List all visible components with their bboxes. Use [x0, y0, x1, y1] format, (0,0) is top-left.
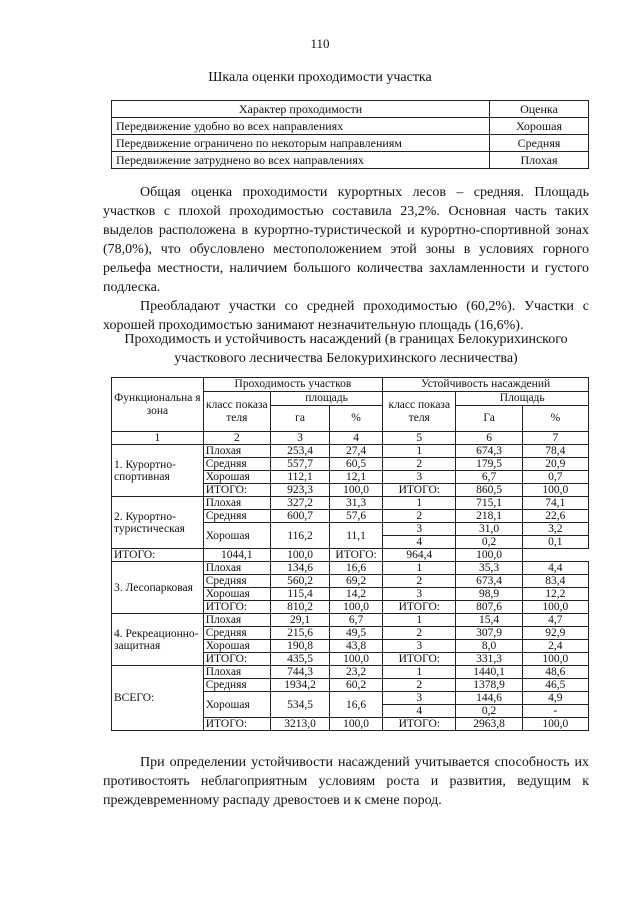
- table-cell: 4: [383, 705, 456, 718]
- table-cell: 2: [383, 510, 456, 523]
- table-row: [112, 135, 589, 152]
- table-cell: 22,6: [522, 510, 588, 523]
- table-header-cell: Площадь: [456, 392, 589, 406]
- table-cell: Хорошая: [203, 523, 270, 549]
- table-row: [112, 378, 589, 392]
- table-cell: ИТОГО:: [330, 549, 383, 562]
- scale-table: [111, 100, 589, 169]
- table-cell: 674,3: [456, 445, 522, 458]
- table-cell: 3: [383, 588, 456, 601]
- table-cell: 2: [383, 679, 456, 692]
- table-cell: 923,3: [270, 484, 329, 497]
- table-cell: 112,1: [270, 471, 329, 484]
- table-cell: ИТОГО:: [112, 549, 204, 562]
- table-cell: 307,9: [456, 627, 522, 640]
- table-cell: 2: [383, 458, 456, 471]
- table-cell: 15,4: [456, 614, 522, 627]
- passability-stability-table: [111, 377, 589, 731]
- zone-cell: 2. Курортно-туристическая: [112, 497, 204, 549]
- table-cell: Средняя: [203, 627, 270, 640]
- table-cell: 1934,2: [270, 679, 329, 692]
- table-cell: 20,9: [522, 458, 588, 471]
- table-cell: 1440,1: [456, 666, 522, 679]
- table-cell: Средняя: [203, 510, 270, 523]
- table-cell: 4,4: [522, 562, 588, 575]
- column-number: 2: [203, 432, 270, 445]
- table-cell: 0,7: [522, 471, 588, 484]
- table-cell: 3,2: [522, 523, 588, 536]
- table-cell: 100,0: [522, 718, 588, 731]
- table-cell: Плохая: [490, 152, 589, 169]
- table-cell: Хорошая: [203, 588, 270, 601]
- table-cell: ИТОГО:: [203, 653, 270, 666]
- table-cell: 600,7: [270, 510, 329, 523]
- zone-cell: 1. Курортно-спортивная: [112, 445, 204, 497]
- table-cell: 100,0: [330, 653, 383, 666]
- table-cell: 60,2: [330, 679, 383, 692]
- table-cell: 2: [383, 575, 456, 588]
- table-cell: 12,1: [330, 471, 383, 484]
- table-cell: 3: [383, 640, 456, 653]
- table-header-cell: Проходимость участков: [203, 378, 382, 392]
- table-cell: 0,2: [456, 705, 522, 718]
- table-cell: 0,2: [456, 536, 522, 549]
- table-cell: ИТОГО:: [383, 484, 456, 497]
- scale-table-title: Шкала оценки проходимости участка: [208, 70, 432, 85]
- table-cell: 48,6: [522, 666, 588, 679]
- table-cell: 6,7: [456, 471, 522, 484]
- table-header-cell: класс показа теля: [383, 392, 456, 432]
- table-cell: ИТОГО:: [203, 718, 270, 731]
- table-cell: 43,8: [330, 640, 383, 653]
- table-cell: 1: [383, 666, 456, 679]
- table-cell: Средняя: [203, 575, 270, 588]
- zone-cell: 3. Лесопарковая: [112, 562, 204, 614]
- table-header-cell: Га: [456, 406, 522, 432]
- column-number: 6: [456, 432, 522, 445]
- column-number: 3: [270, 432, 329, 445]
- table-cell: 92,9: [522, 627, 588, 640]
- column-number: 5: [383, 432, 456, 445]
- table-row: [112, 432, 589, 445]
- table-header-cell: %: [330, 406, 383, 432]
- table-cell: 2,4: [522, 640, 588, 653]
- table-cell: ИТОГО:: [383, 653, 456, 666]
- closing-text: [103, 753, 589, 810]
- table-cell: Передвижение удобно во всех направлениях: [112, 118, 490, 135]
- table-header-cell: Характер проходимости: [112, 101, 490, 118]
- table-header-cell: площадь: [270, 392, 382, 406]
- table-row: [112, 549, 589, 562]
- table-cell: 557,7: [270, 458, 329, 471]
- table-header-cell: %: [522, 406, 588, 432]
- table-row: [112, 118, 589, 135]
- table-cell: Плохая: [203, 666, 270, 679]
- table-cell: 35,3: [456, 562, 522, 575]
- table-cell: Средняя: [490, 135, 589, 152]
- table-cell: 100,0: [330, 601, 383, 614]
- table-cell: Плохая: [203, 497, 270, 510]
- table-cell: 2: [383, 627, 456, 640]
- table-cell: ИТОГО:: [203, 601, 270, 614]
- table-cell: 100,0: [522, 484, 588, 497]
- table-cell: 57,6: [330, 510, 383, 523]
- table-cell: Хорошая: [203, 471, 270, 484]
- table-row: [112, 152, 589, 169]
- table-cell: 534,5: [270, 692, 329, 718]
- table-header-cell: га: [270, 406, 329, 432]
- table-cell: 807,6: [456, 601, 522, 614]
- table-cell: 144,6: [456, 692, 522, 705]
- table-cell: Передвижение ограничено по некоторым направлениям: [112, 135, 490, 152]
- table-cell: -: [522, 705, 588, 718]
- table-cell: 11,1: [330, 523, 383, 549]
- table-cell: 83,4: [522, 575, 588, 588]
- table-row: [112, 445, 589, 458]
- table-row: [112, 562, 589, 575]
- table-cell: 435,5: [270, 653, 329, 666]
- table-cell: 964,4: [383, 549, 456, 562]
- table-cell: Хорошая: [203, 640, 270, 653]
- table-cell: 100,0: [522, 601, 588, 614]
- table-cell: 4,7: [522, 614, 588, 627]
- column-number: 4: [330, 432, 383, 445]
- table-cell: 100,0: [522, 653, 588, 666]
- table-cell: 2963,8: [456, 718, 522, 731]
- table-cell: Хорошая: [203, 692, 270, 718]
- table-cell: Плохая: [203, 614, 270, 627]
- zone-cell: ВСЕГО:: [112, 666, 204, 731]
- table-cell: Хорошая: [490, 118, 589, 135]
- paragraph: Общая оценка проходимости курортных лесов – средняя. Площадь участков с плохой проходимостью составила 23,2%. Основная часть таких выделов расположена в курортно-туристической и курортно-спортивной зонах (78,0%), что обусловлено местоположением этой зоны в условиях горного рельефа местности, наличием большого количества захламленности и густого подлеска.: [103, 185, 589, 295]
- paragraph: При определении устойчивости насаждений учитывается способность их противостоять неблагоприятным условиям роста и развития, ведущим к преждевременному распаду древостоев и к смене пород.: [103, 755, 589, 808]
- table-cell: 3: [383, 523, 456, 536]
- table-cell: 860,5: [456, 484, 522, 497]
- table-cell: 60,5: [330, 458, 383, 471]
- table-header-cell: класс показа теля: [203, 392, 270, 432]
- table-cell: 74,1: [522, 497, 588, 510]
- table-cell: 4,9: [522, 692, 588, 705]
- table-cell: Передвижение затруднено во всех направлениях: [112, 152, 490, 169]
- page-number: 110: [310, 36, 330, 51]
- table-cell: 1: [383, 562, 456, 575]
- zone-cell: 4. Рекреационно-защитная: [112, 614, 204, 666]
- table-header-cell: Функциональна я зона: [112, 378, 204, 432]
- table-row: [112, 101, 589, 118]
- table-cell: 16,6: [330, 562, 383, 575]
- table-cell: 715,1: [456, 497, 522, 510]
- table-cell: 1: [383, 445, 456, 458]
- table-cell: 14,2: [330, 588, 383, 601]
- table-cell: 31,3: [330, 497, 383, 510]
- table-cell: 27,4: [330, 445, 383, 458]
- table-cell: 16,6: [330, 692, 383, 718]
- table-cell: 331,3: [456, 653, 522, 666]
- table-row: [112, 666, 589, 679]
- table-cell: 69,2: [330, 575, 383, 588]
- table-cell: 179,5: [456, 458, 522, 471]
- table-cell: 3: [383, 471, 456, 484]
- table-header-cell: Устойчивость насаждений: [383, 378, 589, 392]
- table-cell: 12,2: [522, 588, 588, 601]
- table-row: [112, 497, 589, 510]
- table-cell: 673,4: [456, 575, 522, 588]
- table-cell: 327,2: [270, 497, 329, 510]
- table-cell: 810,2: [270, 601, 329, 614]
- table-cell: 134,6: [270, 562, 329, 575]
- table-header-cell: Оценка: [490, 101, 589, 118]
- column-number: 7: [522, 432, 588, 445]
- table-cell: 253,4: [270, 445, 329, 458]
- table-cell: 100,0: [330, 484, 383, 497]
- table-cell: 3: [383, 692, 456, 705]
- table-cell: 3213,0: [270, 718, 329, 731]
- table-cell: ИТОГО:: [383, 601, 456, 614]
- table-cell: 8,0: [456, 640, 522, 653]
- table-cell: 115,4: [270, 588, 329, 601]
- table-cell: Плохая: [203, 445, 270, 458]
- table-cell: 31,0: [456, 523, 522, 536]
- table-cell: 46,5: [522, 679, 588, 692]
- table-cell: ИТОГО:: [383, 718, 456, 731]
- table-cell: 744,3: [270, 666, 329, 679]
- table-cell: 23,2: [330, 666, 383, 679]
- table-cell: 100,0: [270, 549, 329, 562]
- table-cell: Плохая: [203, 562, 270, 575]
- table-cell: 215,6: [270, 627, 329, 640]
- table-cell: ИТОГО:: [203, 484, 270, 497]
- table-cell: 1: [383, 614, 456, 627]
- body-text: [103, 183, 589, 335]
- table-cell: Средняя: [203, 458, 270, 471]
- table-cell: 100,0: [456, 549, 522, 562]
- table-cell: 49,5: [330, 627, 383, 640]
- table-cell: 218,1: [456, 510, 522, 523]
- table-cell: 1: [383, 497, 456, 510]
- table-cell: 1044,1: [203, 549, 270, 562]
- table-cell: 6,7: [330, 614, 383, 627]
- table-cell: 190,8: [270, 640, 329, 653]
- table-cell: 1378,9: [456, 679, 522, 692]
- main-table-caption: Проходимость и устойчивость насаждений (в границах Белокурихинского участкового лесничества Белокурихинского лесничества): [124, 332, 568, 366]
- table-cell: 98,9: [456, 588, 522, 601]
- table-cell: Средняя: [203, 679, 270, 692]
- column-number: 1: [112, 432, 204, 445]
- table-cell: 116,2: [270, 523, 329, 549]
- table-cell: 4: [383, 536, 456, 549]
- table-cell: 78,4: [522, 445, 588, 458]
- table-cell: 560,2: [270, 575, 329, 588]
- table-cell: 29,1: [270, 614, 329, 627]
- paragraph: Преобладают участки со средней проходимостью (60,2%). Участки с хорошей проходимостью занимают незначительную площадь (16,6%).: [103, 299, 589, 333]
- table-cell: 100,0: [330, 718, 383, 731]
- table-cell: 0,1: [522, 536, 588, 549]
- table-row: [112, 614, 589, 627]
